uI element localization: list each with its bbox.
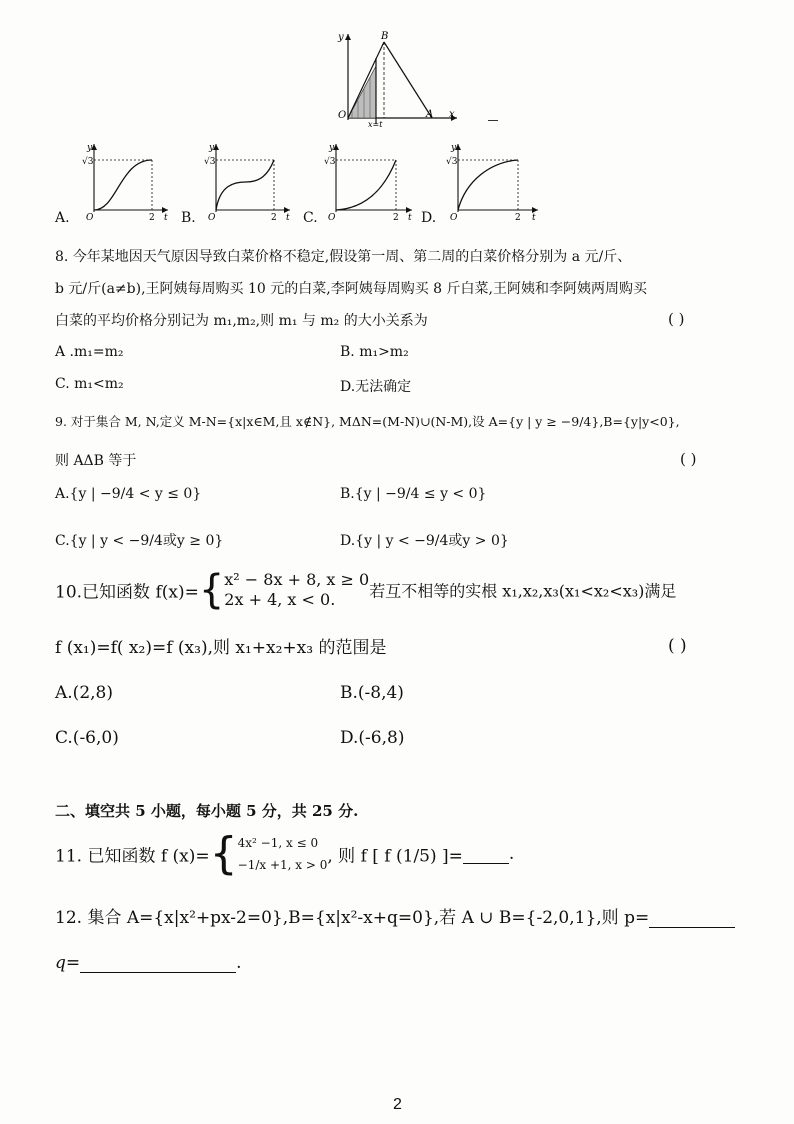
q12-p-blank[interactable] xyxy=(649,909,735,928)
q9-answer-paren: ( ) xyxy=(680,450,697,468)
q10-piecewise: {x² − 8x + 8, x ≥ 0 2x + 4, x < 0. xyxy=(198,567,370,613)
q10-prefix: 10.已知函数 f(x)= xyxy=(55,582,199,603)
q8-option-B: B. m₁>m₂ xyxy=(340,344,409,360)
option-B-x-axis: t xyxy=(286,213,290,223)
option-B-y-axis: y xyxy=(209,143,215,153)
q11-suffix: , 则 f [ f (1/5) ]= xyxy=(327,846,463,867)
q9-option-B: B.{y | −9/4 ≤ y < 0} xyxy=(340,486,487,502)
option-C-origin: O xyxy=(328,213,336,223)
q10-option-C: C.(-6,0) xyxy=(55,728,119,748)
figure-label-B: B xyxy=(381,31,389,42)
option-A-x-axis: t xyxy=(164,213,168,223)
triangle-figure xyxy=(332,28,502,128)
q12-end: . xyxy=(236,953,242,973)
q11-answer-blank[interactable] xyxy=(463,845,509,864)
option-B-letter: B. xyxy=(181,210,196,226)
figure-label-x: x xyxy=(449,109,455,120)
q10-line2: f (x₁)=f( x₂)=f (x₃),则 x₁+x₂+x₃ 的范围是 xyxy=(55,638,387,658)
option-C-graph xyxy=(324,140,416,224)
option-C-letter: C. xyxy=(303,210,318,226)
q12-q-label: q= xyxy=(55,953,81,973)
figure-label-O: O xyxy=(338,110,347,121)
q9-line2: 则 AΔB 等于 xyxy=(55,453,137,469)
q8-line2: b 元/斤(a≠b),王阿姨每周购买 10 元的白菜,李阿姨每周购买 8 斤白菜,王阿姨和李阿姨两周购买 xyxy=(55,281,647,297)
q9-option-D: D.{y | y < −9/4或y > 0} xyxy=(340,533,509,549)
option-B-x-tick: 2 xyxy=(271,213,277,223)
q8-line1: 8. 今年某地因天气原因导致白菜价格不稳定,假设第一周、第二周的白菜价格分别为 a 元/斤、 xyxy=(55,249,632,265)
q10-answer-paren: ( ) xyxy=(668,636,687,656)
q11-end: . xyxy=(508,844,515,864)
page-number: 2 xyxy=(393,1096,402,1113)
option-C-x-axis: t xyxy=(408,213,412,223)
section-2-title: 二、填空共 5 小题，每小题 5 分，共 25 分. xyxy=(55,802,359,820)
option-B-y-tick: √3 xyxy=(204,157,216,167)
option-B-origin: O xyxy=(208,213,216,223)
figure-dash xyxy=(488,120,498,121)
option-D-y-axis: y xyxy=(451,143,457,153)
q12-text: 12. 集合 A={x|x²+px-2=0},B={x|x²-x+q=0},若 A ∪ B={-2,0,1},则 p= xyxy=(55,908,650,928)
option-D-letter: D. xyxy=(421,210,437,226)
option-A-origin: O xyxy=(86,213,94,223)
q8-answer-paren: ( ) xyxy=(668,310,685,328)
option-D-origin: O xyxy=(450,213,458,223)
q10-suffix: 若互不相等的实根 x₁,x₂,x₃(x₁<x₂<x₃)满足 xyxy=(369,581,677,601)
q8-option-A: A .m₁=m₂ xyxy=(55,344,124,360)
q8-option-C: C. m₁<m₂ xyxy=(55,376,124,392)
option-A-y-tick: √3 xyxy=(82,157,94,167)
q12-line2 xyxy=(55,953,242,973)
q10-case1: x² − 8x + 8, x ≥ 0 xyxy=(224,570,370,589)
option-C-y-axis: y xyxy=(329,143,335,153)
q12-q-blank[interactable] xyxy=(80,954,236,973)
option-B-graph xyxy=(204,140,294,224)
option-C-y-tick: √3 xyxy=(324,157,336,167)
q11-case2: −1/x +1, x > 0 xyxy=(237,858,328,872)
option-D-x-tick: 2 xyxy=(515,213,521,223)
option-D-y-tick: √3 xyxy=(446,157,458,167)
q10-option-D: D.(-6,8) xyxy=(340,728,405,748)
q11-prefix: 11. 已知函数 f (x)= xyxy=(55,846,210,867)
q8-option-D: D.无法确定 xyxy=(340,379,412,395)
q10-option-B: B.(-8,4) xyxy=(340,683,404,703)
q9-option-C: C.{y | y < −9/4或y ≥ 0} xyxy=(55,533,224,549)
q11-piecewise: {4x² −1, x ≤ 0 −1/x +1, x > 0 xyxy=(209,828,328,879)
q10-option-A: A.(2,8) xyxy=(55,683,113,703)
q12-line1 xyxy=(55,903,735,928)
option-D-graph xyxy=(446,140,542,224)
q9-line1: 9. 对于集合 M, N,定义 M-N={x|x∈M,且 x∉N}, MΔN=(M-N)∪(N-M),设 A={y | y ≥ −9/4},B={y|y<0}, xyxy=(55,414,680,429)
figure-label-A: A xyxy=(426,109,434,120)
option-A-letter: A. xyxy=(55,210,70,226)
option-D-x-axis: t xyxy=(532,213,536,223)
q11-line xyxy=(55,828,515,879)
option-A-x-tick: 2 xyxy=(149,213,155,223)
q8-line3: 白菜的平均价格分别记为 m₁,m₂,则 m₁ 与 m₂ 的大小关系为 xyxy=(55,313,428,329)
option-A-graph xyxy=(82,140,172,224)
option-C-x-tick: 2 xyxy=(393,213,399,223)
q10-line1 xyxy=(55,567,677,613)
option-A-y-axis: y xyxy=(87,143,93,153)
figure-label-y: y xyxy=(338,32,344,43)
figure-label-xt: x=t xyxy=(368,120,383,128)
q9-option-A: A.{y | −9/4 < y ≤ 0} xyxy=(55,486,202,502)
q10-case2: 2x + 4, x < 0. xyxy=(224,590,336,609)
q11-case1: 4x² −1, x ≤ 0 xyxy=(237,836,319,850)
